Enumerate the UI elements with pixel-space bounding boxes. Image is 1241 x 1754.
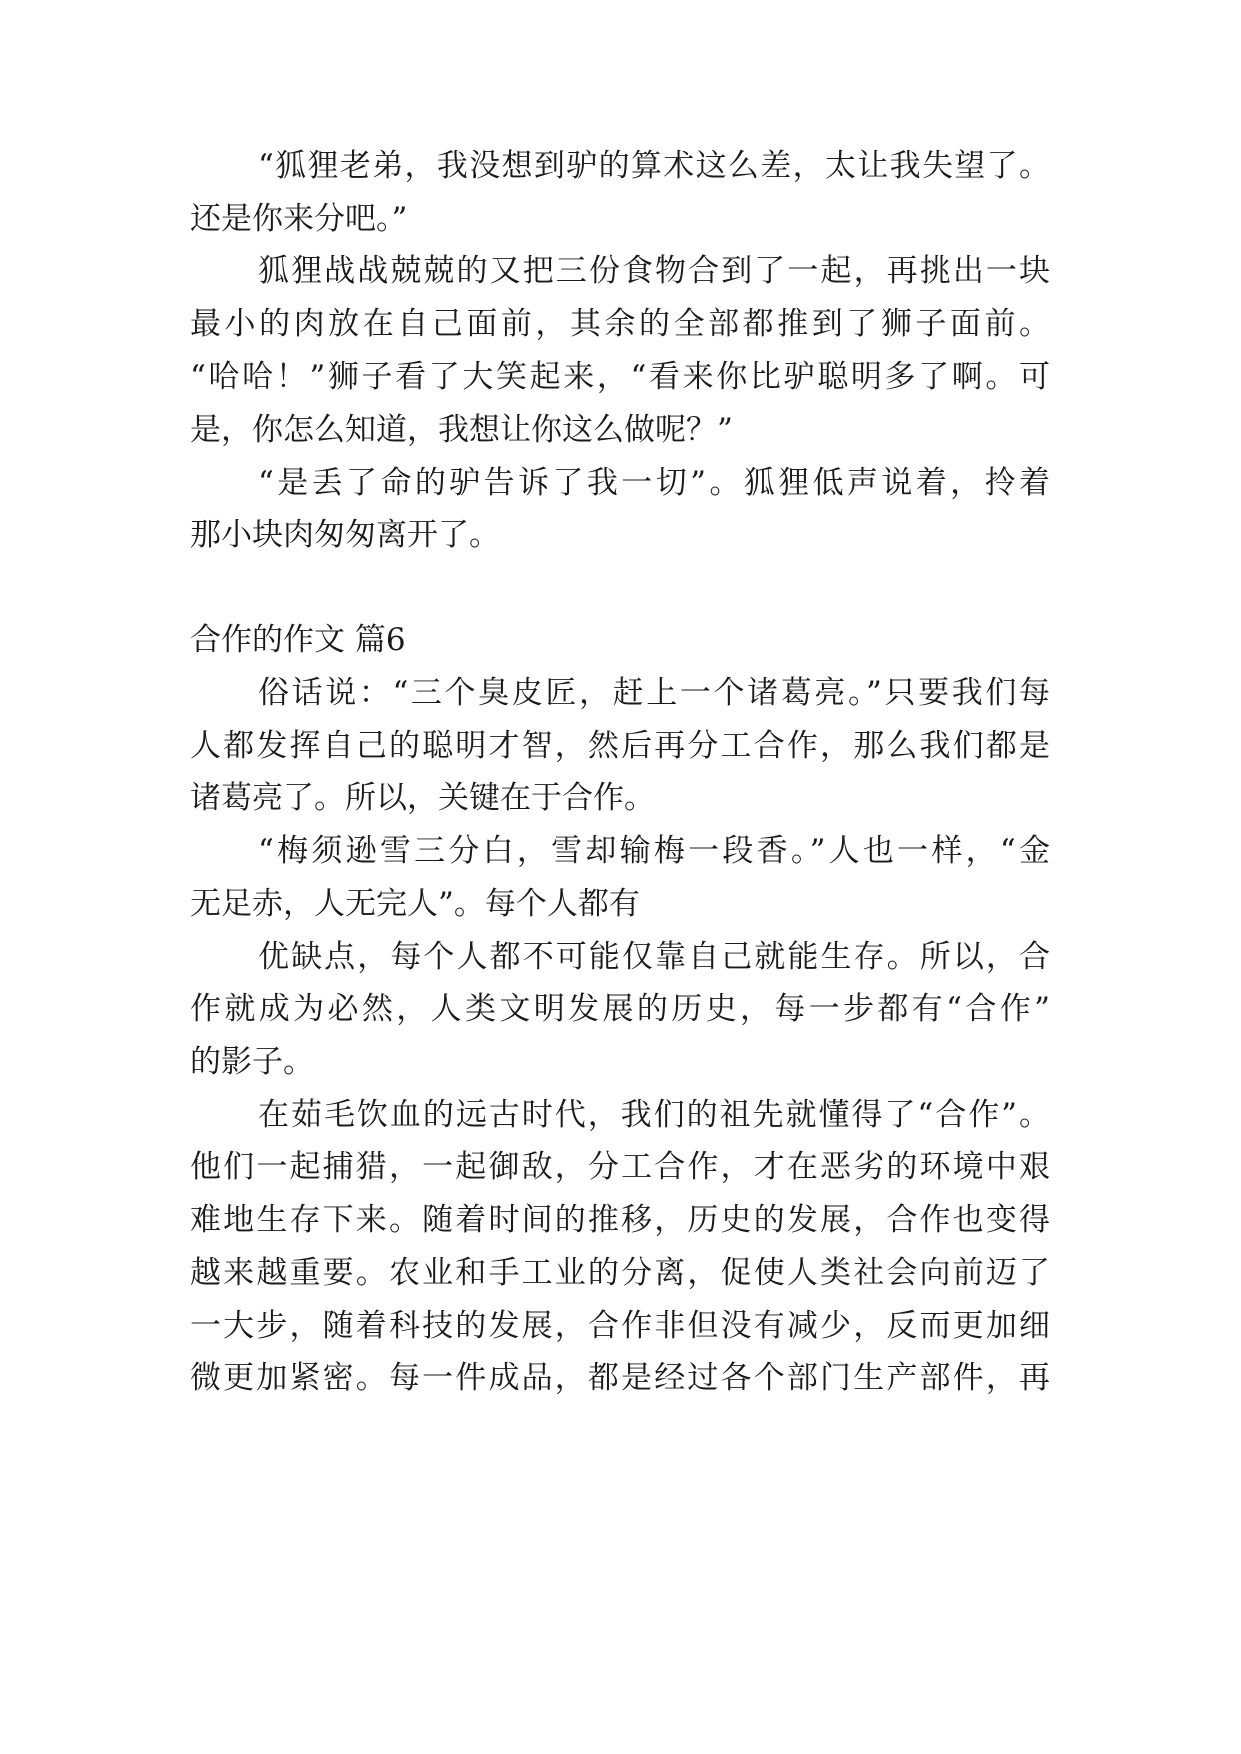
paragraph-line: 诸葛亮了。所以，关键在于合作。 (190, 780, 655, 816)
paragraph-line: 一大步，随着科技的发展，合作非但没有减少，反而更加细 (190, 1308, 1050, 1344)
paragraph-line: 他们一起捕猎，一起御敌，分工合作，才在恶劣的环境中艰 (190, 1149, 1050, 1185)
paragraph-line: 是，你怎么知道，我想让你这么做呢？” (190, 412, 733, 448)
paragraph-line: 无足赤，人无完人”。每个人都有 (190, 886, 640, 922)
paragraph-line: 越来越重要。农业和手工业的分离，促使人类社会向前迈了 (190, 1255, 1050, 1291)
paragraph-line: 的影子。 (190, 1044, 314, 1080)
paragraph-line: 狐狸战战兢兢的又把三份食物合到了一起，再挑出一块 (258, 253, 1050, 289)
paragraph-line: “狐狸老弟，我没想到驴的算术这么差，太让我失望了。 (258, 148, 1050, 184)
paragraph-line: 那小块肉匆匆离开了。 (190, 517, 500, 553)
paragraph-line: 在茹毛饮血的远古时代，我们的祖先就懂得了“合作”。 (258, 1097, 1050, 1133)
paragraph-line: 微更加紧密。每一件成品，都是经过各个部门生产部件，再 (190, 1360, 1050, 1396)
paragraph-line: 俗话说：“三个臭皮匠，赶上一个诸葛亮。”只要我们每 (258, 675, 1050, 711)
paragraph-line: 人都发挥自己的聪明才智，然后再分工合作，那么我们都是 (190, 728, 1050, 764)
paragraph-line: 最小的肉放在自己面前，其余的全部都推到了狮子面前。 (190, 306, 1050, 342)
paragraph-line: “是丢了命的驴告诉了我一切”。狐狸低声说着，拎着 (258, 465, 1050, 501)
paragraph-line: 难地生存下来。随着时间的推移，历史的发展，合作也变得 (190, 1202, 1050, 1238)
section-heading: 合作的作文 篇6 (190, 622, 406, 658)
paragraph-line: “哈哈！”狮子看了大笑起来，“看来你比驴聪明多了啊。可 (190, 359, 1050, 395)
paragraph-line: 作就成为必然，人类文明发展的历史，每一步都有“合作” (190, 991, 1050, 1027)
paragraph-line: 还是你来分吧。” (190, 201, 408, 237)
paragraph-line: “梅须逊雪三分白，雪却输梅一段香。”人也一样，“金 (258, 833, 1050, 869)
paragraph-line: 优缺点，每个人都不可能仅靠自己就能生存。所以，合 (258, 939, 1050, 975)
